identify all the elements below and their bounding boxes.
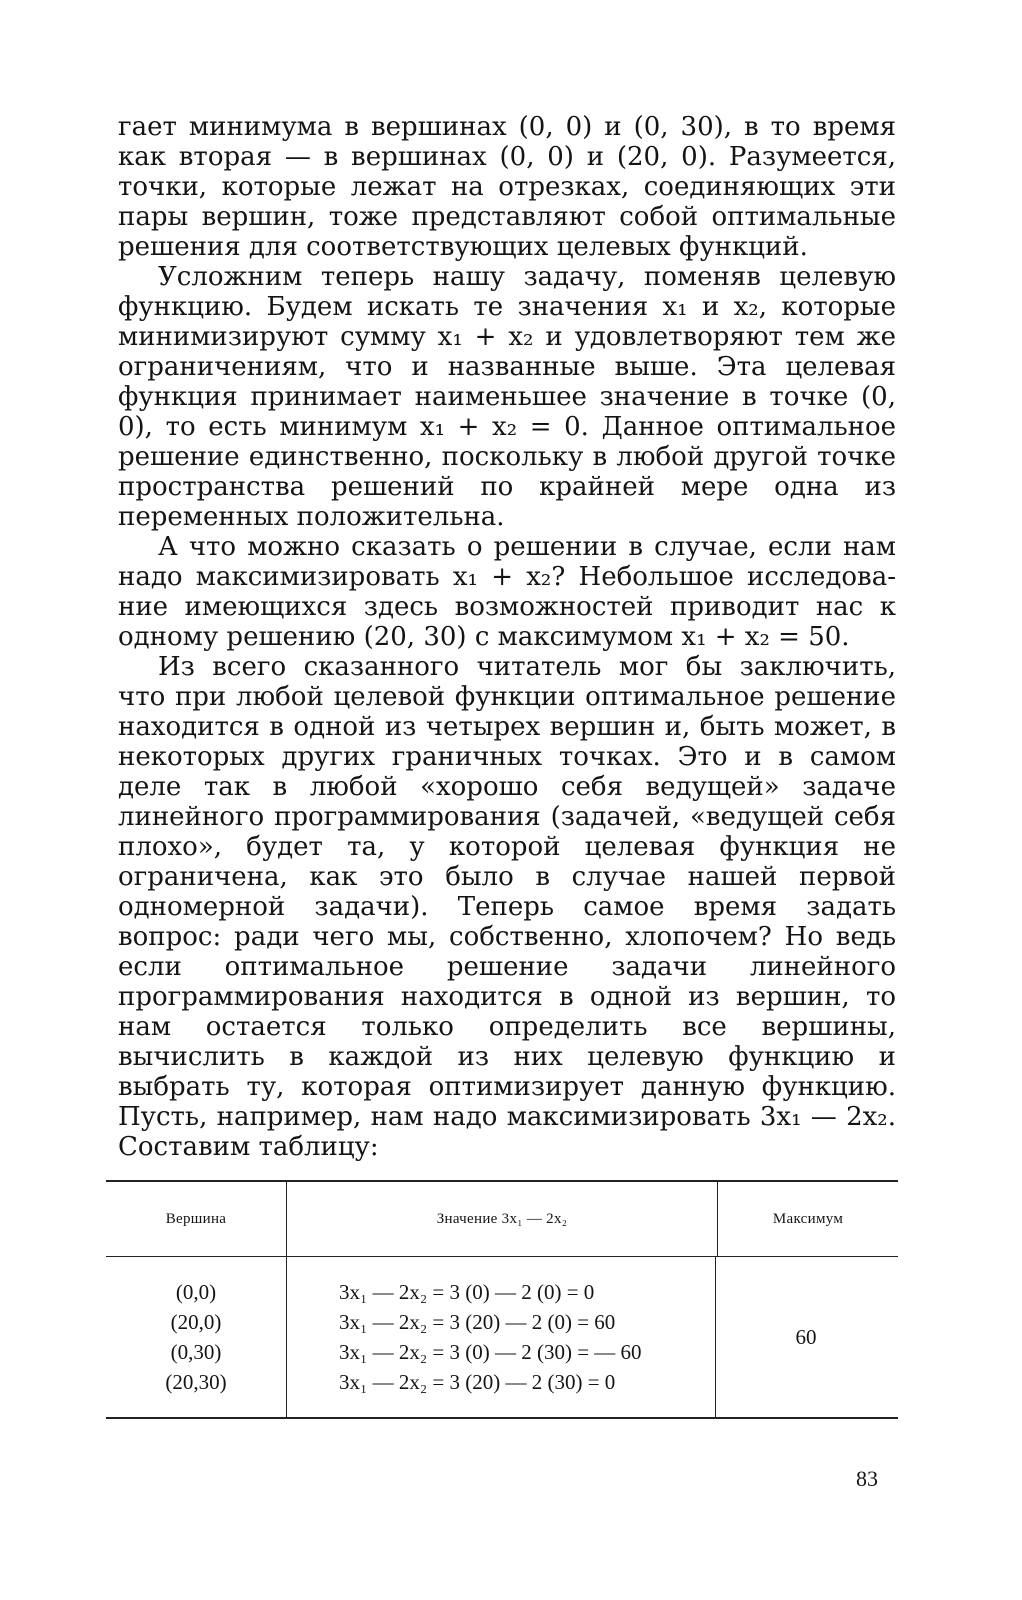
value-cell: 3x₁ — 2x₂ = 3 (20) — 2 (0) = 60 bbox=[339, 1310, 616, 1334]
table-header-row bbox=[106, 1182, 898, 1256]
value-cell: 3x₁ — 2x₂ = 3 (0) — 2 (30) = — 60 bbox=[339, 1340, 642, 1364]
header-value: Значение 3x₁ — 2x₂ bbox=[286, 1182, 718, 1256]
page-number: 83 bbox=[856, 1466, 878, 1491]
vertex-cell: (20,0) bbox=[170, 1310, 222, 1334]
maximum-column bbox=[716, 1257, 896, 1417]
paragraph-2: Усложним теперь нашу задачу, поменяв целевую функцию. Будем искать те значения x₁ и x₂, которые минимизируют сумму x₁ + x₂ и удовлетворяют тем же ограничениям, что и названные выше. Эта целевая функция принимает наименьшее значение в точке (0, 0), то есть минимум x₁ + x₂ = 0. Данное оптимальное решение единственно, поскольку в любой другой точке пространства решений по крайней мере одна из переменных положительна. bbox=[118, 262, 896, 532]
vertices-table bbox=[106, 1180, 898, 1419]
paragraph-1: гает минимума в вершинах (0, 0) и (0, 30), в то время как вторая — в вершинах (0, 0) и (20, 0). Разумеется, точки, которые лежат на отрезках, соединяющих эти пары вершин, тоже представляют собой оптимальные решения для соответствующих целевых функций. bbox=[118, 112, 896, 262]
vertex-cell: (0,0) bbox=[175, 1280, 217, 1304]
maximum-cell: 60 bbox=[795, 1324, 817, 1349]
header-vertex: Вершина bbox=[165, 1210, 227, 1227]
table-body bbox=[106, 1257, 898, 1417]
paragraph-3: А что можно сказать о решении в случае, если нам надо максимизировать x₁ + x₂? Небольшое исследование имеющихся здесь возможностей приводит нас к одному решению (20, 30) с максимумом x₁ + x₂ = 50. bbox=[118, 532, 896, 652]
header-maximum: Максимум bbox=[772, 1210, 844, 1227]
paragraph-4: Из всего сказанного читатель мог бы заключить, что при любой целевой функции оптимальное решение находится в одной из четырех вершин и, быть может, в некоторых других граничных точках. Это и в самом деле так в любой «хорошо себя ведущей» задаче линейного программирования (задачей, «ведущей себя плохо», будет та, у которой целевая функция не ограничена, как это было в случае нашей первой одномерной задачи). Теперь самое время задать вопрос: ради чего мы, собственно, хлопочем? Но ведь если оптимальное решение задачи линейного программирования находится в одной из вершин, то нам остается только определить все вершины, вычислить в каждой из них целевую функцию и выбрать ту, которая оптимизирует данную функцию. Пусть, например, нам надо максимизировать 3x₁ — 2x₂. Составим таблицу: bbox=[118, 652, 896, 1162]
vertex-cell: (0,30) bbox=[170, 1340, 222, 1364]
vertex-column bbox=[106, 1257, 286, 1417]
vertex-cell: (20,30) bbox=[165, 1370, 227, 1394]
value-cell: 3x₁ — 2x₂ = 3 (0) — 2 (0) = 0 bbox=[339, 1280, 595, 1304]
value-column bbox=[286, 1257, 716, 1417]
table-bottom-rule bbox=[106, 1417, 898, 1419]
page-text bbox=[118, 112, 896, 1162]
value-cell: 3x₁ — 2x₂ = 3 (20) — 2 (30) = 0 bbox=[339, 1370, 616, 1394]
